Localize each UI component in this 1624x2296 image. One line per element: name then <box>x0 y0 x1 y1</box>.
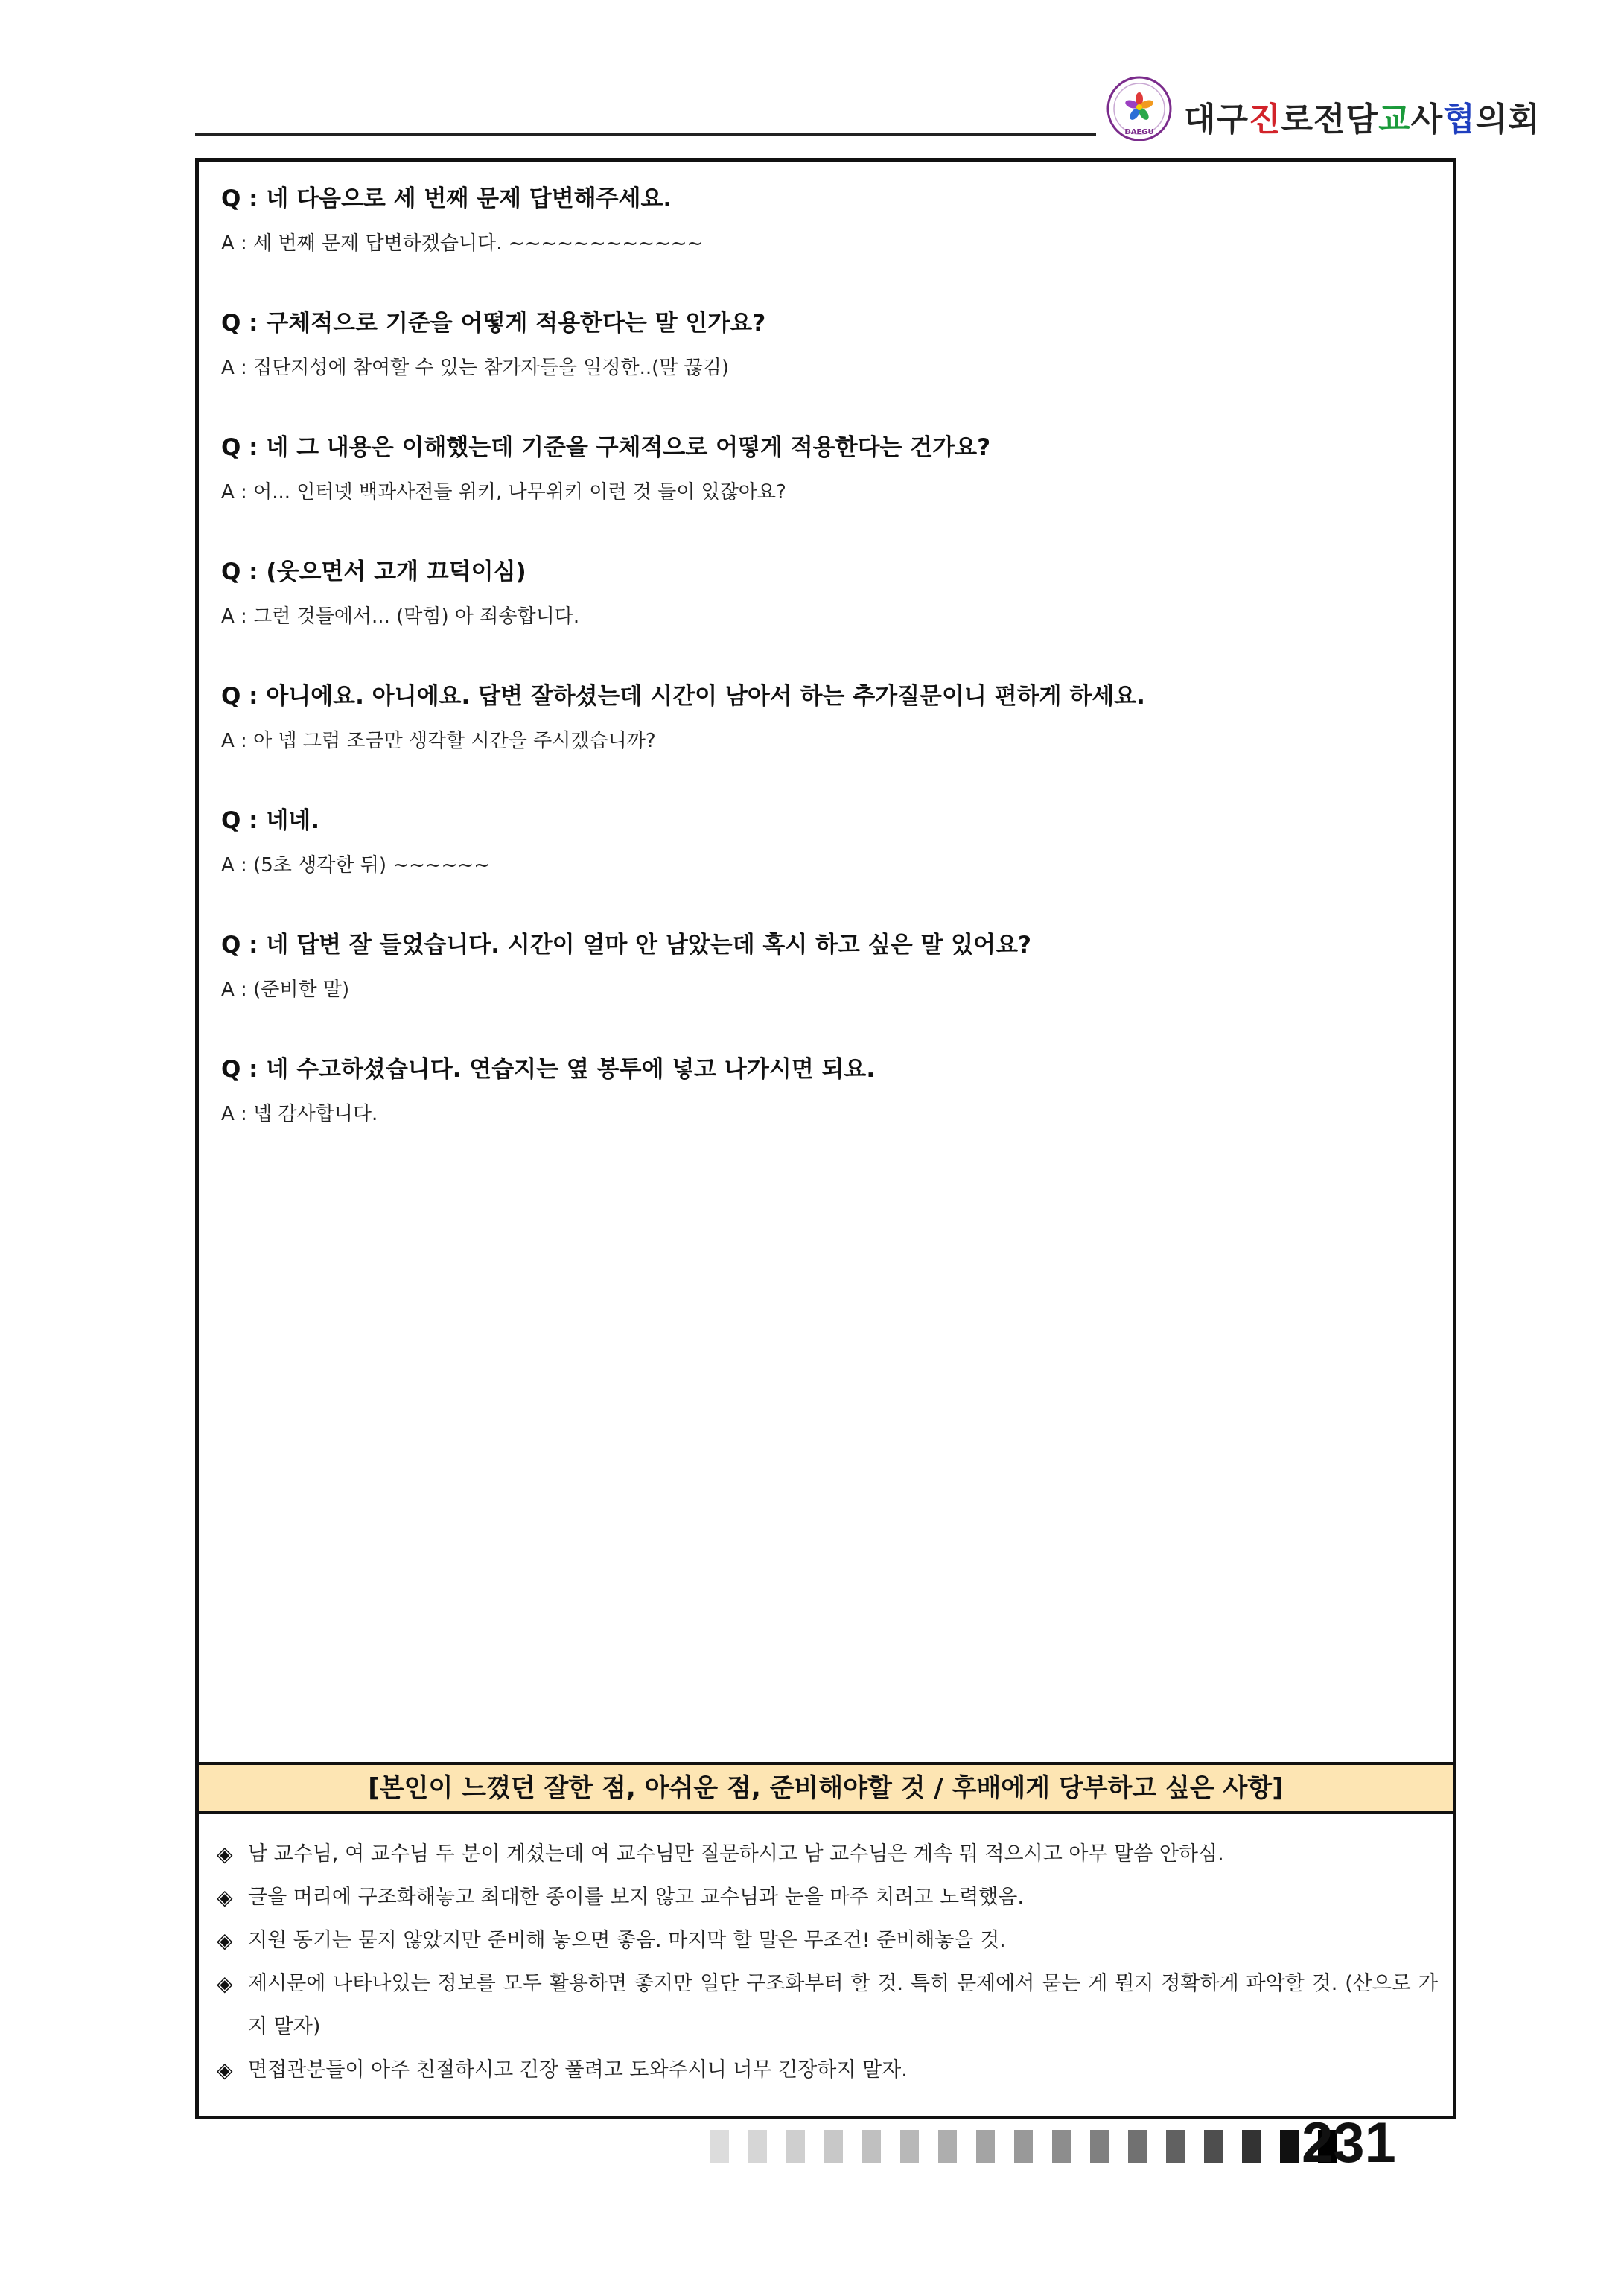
reflection-item <box>217 1876 1438 1919</box>
decoration-block <box>1204 2130 1223 2163</box>
reflection-text: 제시문에 나타나있는 정보를 모두 활용하면 좋지만 일단 구조화부터 할 것. 특히 문제에서 묻는 게 뭔지 정확하게 파악할 것. (산으로 가지 말자) <box>248 1972 1438 2038</box>
decoration-block <box>748 2130 767 2163</box>
qa-item <box>221 431 1427 509</box>
decoration-block <box>862 2130 881 2163</box>
org-title-part: 대구 <box>1184 101 1249 139</box>
reflection-text: 글을 머리에 구조화해놓고 최대한 종이를 보지 않고 교수님과 눈을 마주 치려고 노력했음. <box>248 1886 1024 1909</box>
question-text: Q : 네 수고하셨습니다. 연습지는 옆 봉투에 넣고 나가시면 되요. <box>221 1056 876 1083</box>
decoration-block <box>1052 2130 1071 2163</box>
qa-item <box>221 556 1427 633</box>
org-title-part: 교 <box>1378 101 1411 139</box>
page-number: 231 <box>1302 2111 1396 2175</box>
logo-text: DAEGU <box>1124 128 1154 136</box>
decoration-block <box>1166 2130 1185 2163</box>
decoration-block <box>1280 2130 1299 2163</box>
qa-item <box>221 182 1427 260</box>
reflection-text: 지원 동기는 묻지 않았지만 준비해 놓으면 좋음. 마지막 할 말은 무조건! 준비해놓을 것. <box>248 1929 1006 1952</box>
question-text: Q : 네 답변 잘 들었습니다. 시간이 얼마 안 남았는데 혹시 하고 싶은 말 있어요? <box>221 932 1032 958</box>
diamond-bullet-icon: ◈ <box>217 2058 233 2082</box>
decoration-block <box>1090 2130 1109 2163</box>
reflection-item <box>217 1833 1438 1876</box>
decoration-block <box>824 2130 843 2163</box>
reflection-item <box>217 2049 1438 2092</box>
qa-item <box>221 680 1427 757</box>
qa-item <box>221 804 1427 882</box>
qa-list <box>221 182 1427 1177</box>
reflection-text: 남 교수님, 여 교수님 두 분이 계셨는데 여 교수님만 질문하시고 남 교수님은 계속 뭐 적으시고 아무 말씀 안하심. <box>248 1842 1224 1866</box>
org-title-part: 로전담 <box>1281 101 1379 139</box>
answer-text: A : (준비한 말) <box>221 979 350 1001</box>
decoration-block <box>1242 2130 1261 2163</box>
organization-title <box>1184 92 1541 137</box>
answer-text: A : 그런 것들에서... (막힘) 아 죄송합니다. <box>221 605 580 628</box>
question-text: Q : 네 그 내용은 이해했는데 기준을 구체적으로 어떻게 적용한다는 건가요? <box>221 434 991 461</box>
qa-item <box>221 1053 1427 1130</box>
answer-text: A : 세 번째 문제 답변하겠습니다. ~~~~~~~~~~~~ <box>221 232 704 255</box>
diamond-bullet-icon: ◈ <box>217 1842 233 1866</box>
diamond-bullet-icon: ◈ <box>217 1928 233 1953</box>
org-title-part: 의회 <box>1475 101 1541 139</box>
question-text: Q : (웃으면서 고개 끄덕이심) <box>221 559 526 585</box>
question-text: Q : 아니에요. 아니에요. 답변 잘하셨는데 시간이 남아서 하는 추가질문이니 편하게 하세요. <box>221 683 1145 710</box>
org-title-part: 사 <box>1410 101 1444 139</box>
reflection-item <box>217 1919 1438 1962</box>
header-rule <box>195 133 1096 136</box>
org-title-part: 진 <box>1249 101 1281 139</box>
answer-text: A : 집단지성에 참여할 수 있는 참가자들을 일정한..(말 끊김) <box>221 357 730 379</box>
decoration-block <box>786 2130 805 2163</box>
interview-record-box <box>195 158 1456 2119</box>
answer-text: A : (5초 생각한 뒤) ~~~~~~ <box>221 854 490 877</box>
qa-item <box>221 307 1427 384</box>
reflection-item <box>217 1962 1438 2049</box>
reflection-text: 면접관분들이 아주 친절하시고 긴장 풀려고 도와주시니 너무 긴장하지 말자. <box>248 2058 908 2082</box>
decoration-block <box>1128 2130 1147 2163</box>
flower-emblem-icon <box>1105 74 1174 143</box>
decoration-block <box>938 2130 957 2163</box>
decoration-block <box>900 2130 919 2163</box>
question-text: Q : 네네. <box>221 807 320 834</box>
answer-text: A : 넵 감사합니다. <box>221 1103 378 1125</box>
decoration-block <box>1014 2130 1033 2163</box>
question-text: Q : 구체적으로 기준을 어떻게 적용한다는 말 인가요? <box>221 310 766 337</box>
answer-text: A : 아 넵 그럼 조금만 생각할 시간을 주시겠습니까? <box>221 730 656 752</box>
question-text: Q : 네 다음으로 세 번째 문제 답변해주세요. <box>221 185 672 212</box>
decoration-block <box>710 2130 729 2163</box>
reflection-list <box>217 1833 1438 2092</box>
diamond-bullet-icon: ◈ <box>217 1971 233 1996</box>
reflection-header: [본인이 느꼈던 잘한 점, 아쉬운 점, 준비해야할 것 / 후배에게 당부하고 싶은 사항] <box>199 1762 1453 1814</box>
diamond-bullet-icon: ◈ <box>217 1885 233 1909</box>
org-title-part: 협 <box>1443 101 1476 139</box>
answer-text: A : 어... 인터넷 백과사전들 위키, 나무위키 이런 것 들이 있잖아요? <box>221 481 786 503</box>
qa-item <box>221 929 1427 1006</box>
decoration-block <box>976 2130 995 2163</box>
